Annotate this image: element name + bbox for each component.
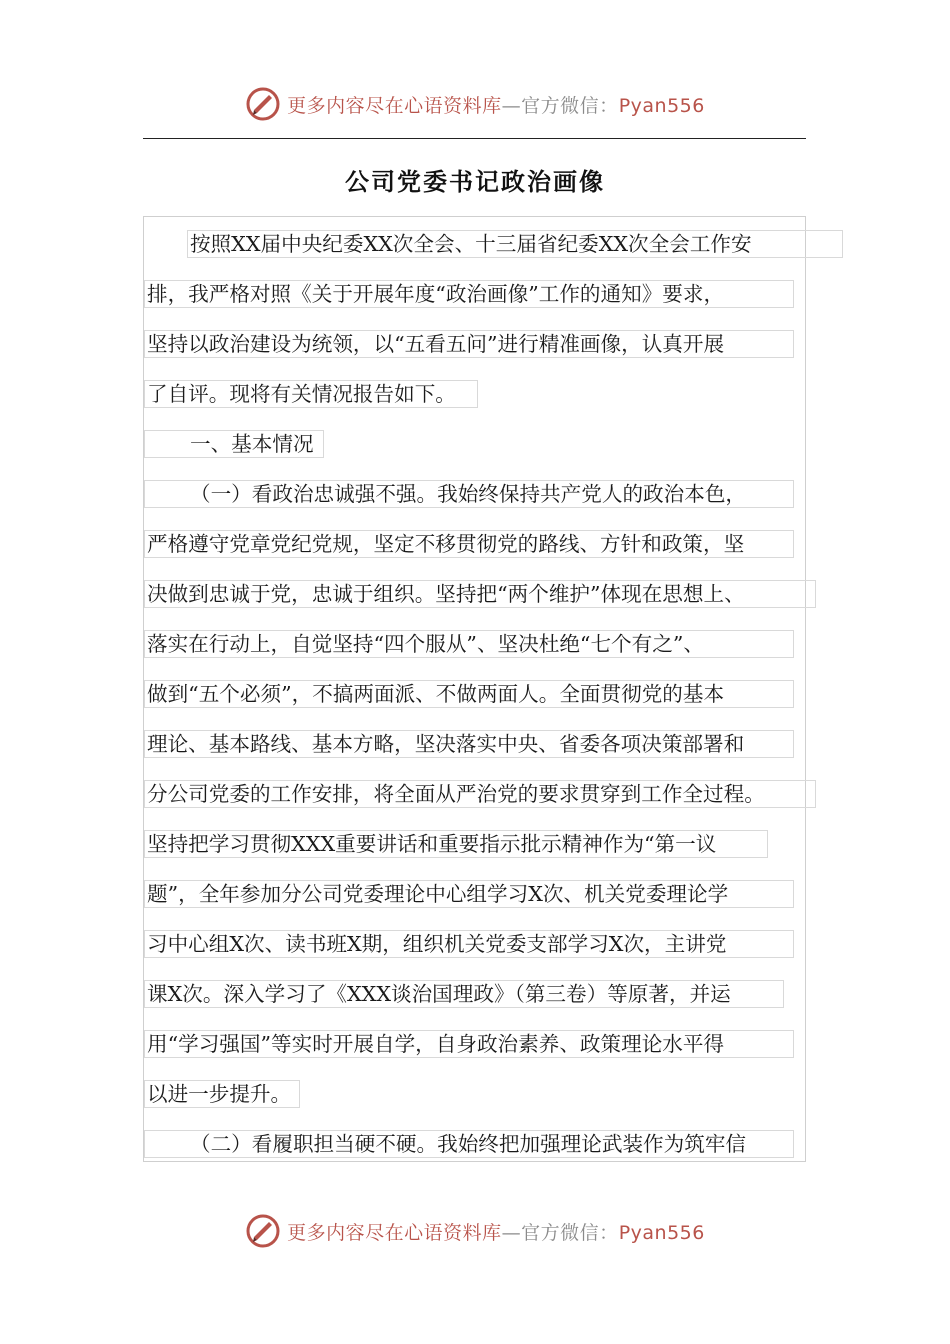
text-line: 按照XX届中央纪委XX次全会、十三届省纪委XX次全会工作安 <box>147 230 752 258</box>
text-line: 了自评。现将有关情况报告如下。 <box>147 380 456 408</box>
text-line: 坚持把学习贯彻XXX重要讲话和重要指示批示精神作为“第一议 <box>147 830 716 858</box>
text-line: （一）看政治忠诚强不强。我始终保持共产党人的政治本色， <box>147 480 746 508</box>
watermark-banner-bottom <box>0 1209 950 1253</box>
text-line: 分公司党委的工作安排，将全面从严治党的要求贯穿到工作全过程。 <box>147 780 765 808</box>
text-line: 以进一步提升。 <box>147 1080 291 1108</box>
text-line: （二）看履职担当硬不硬。我始终把加强理论武装作为筑牢信 <box>147 1130 746 1158</box>
text-line: 理论、基本路线、基本方略，坚决落实中央、省委各项决策部署和 <box>147 730 744 758</box>
watermark-text: 更多内容尽在心语资料库—官方微信：Pyan556 <box>287 1221 705 1244</box>
text-line: 习中心组X次、读书班X期，组织机关党委支部学习X次，主讲党 <box>147 930 726 958</box>
watermark-text: 更多内容尽在心语资料库—官方微信：Pyan556 <box>287 94 705 117</box>
text-line: 严格遵守党章党纪党规，坚定不移贯彻党的路线、方针和政策，坚 <box>147 530 744 558</box>
text-line: 课X次。深入学习了《XXX谈治国理政》（第三卷）等原著，并运 <box>147 980 731 1008</box>
text-line: 决做到忠诚于党，忠诚于组织。坚持把“两个维护”体现在思想上、 <box>147 580 745 608</box>
text-line: 做到“五个必须”，不搞两面派、不做两面人。全面贯彻党的基本 <box>147 680 724 708</box>
text-line: 落实在行动上，自觉坚持“四个服从”、坚决杜绝“七个有之”、 <box>147 630 704 658</box>
text-line: 排，我严格对照《关于开展年度“政治画像”工作的通知》要求， <box>147 280 724 308</box>
document-title: 公司党委书记政治画像 <box>345 168 605 196</box>
text-line: 用“学习强国”等实时开展自学，自身政治素养、政策理论水平得 <box>147 1030 724 1058</box>
text-line: 题”，全年参加分公司党委理论中心组学习X次、机关党委理论学 <box>147 880 728 908</box>
section-heading: 一、基本情况 <box>147 430 314 458</box>
logo-icon <box>245 1213 281 1249</box>
text-line: 坚持以政治建设为统领，以“五看五问”进行精准画像，认真开展 <box>147 330 724 358</box>
